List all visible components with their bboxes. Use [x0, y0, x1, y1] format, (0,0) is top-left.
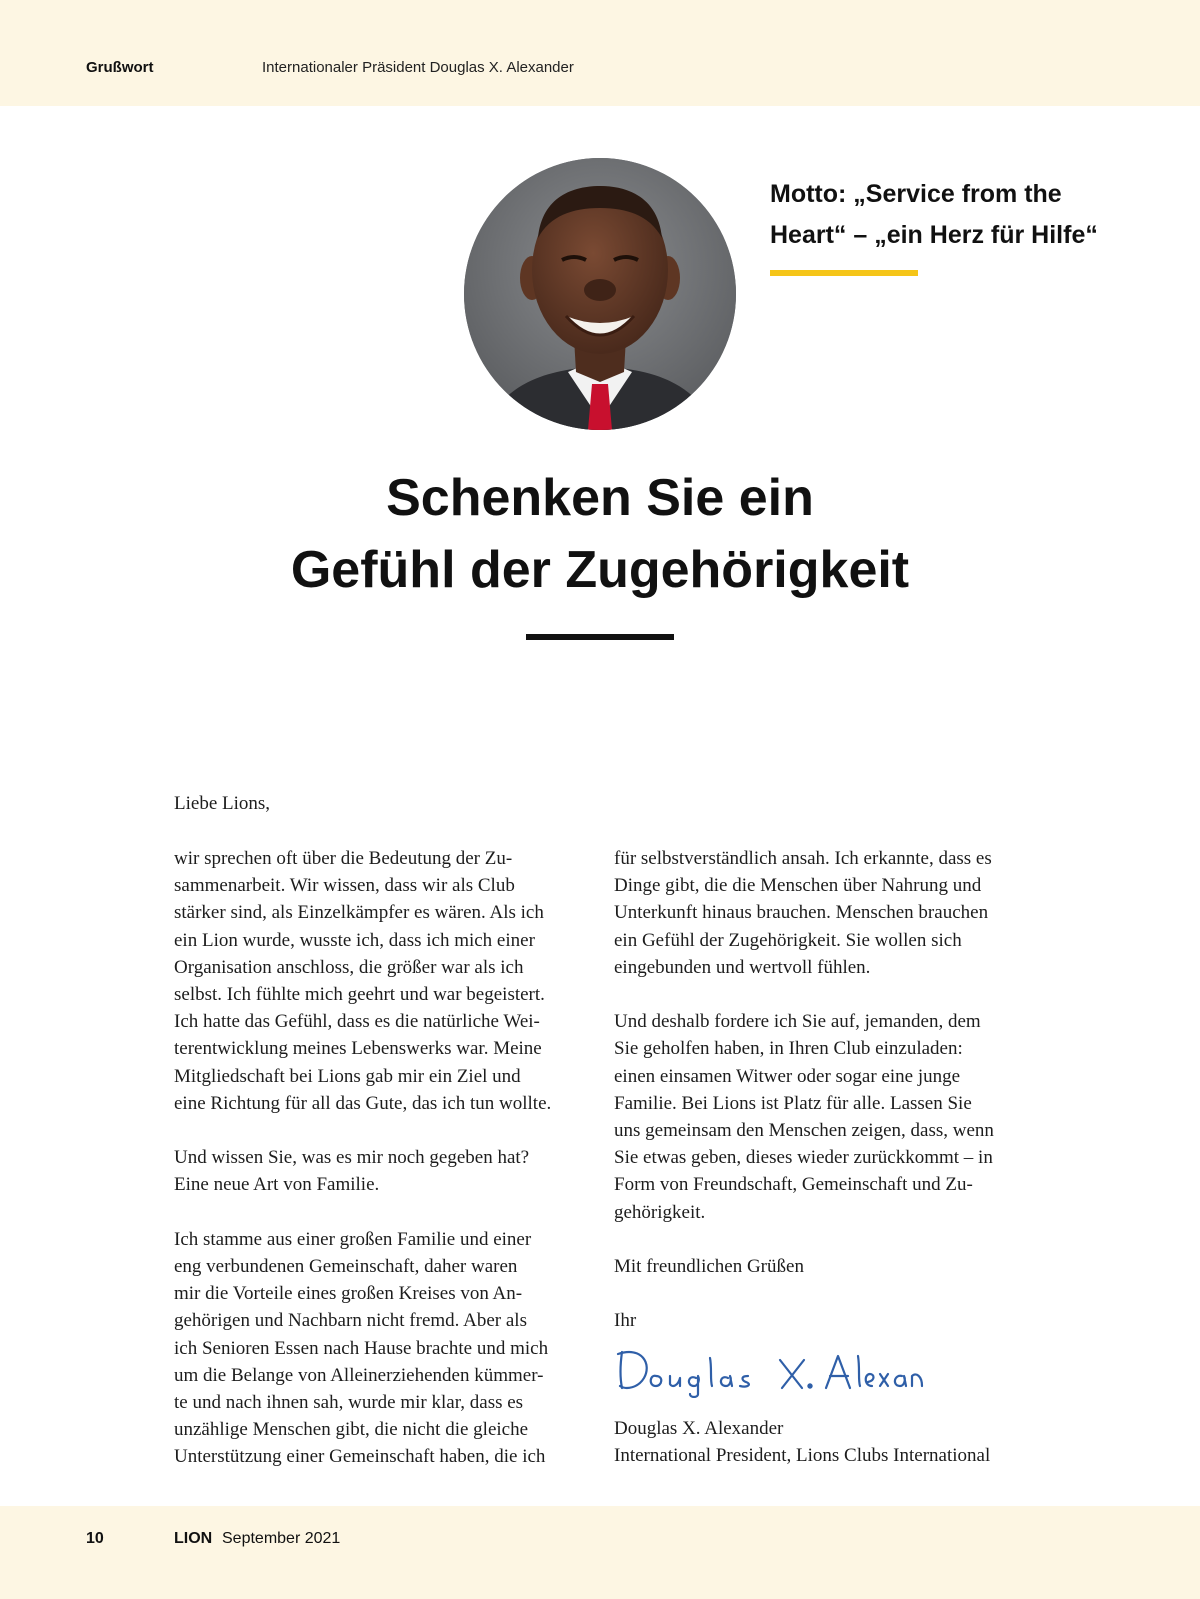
portrait-photo [464, 158, 736, 430]
paragraph: für selbstverständlich ansah. Ich erkannte, dass es Dinge gibt, die die Menschen über Nahrung und Unterkunft hinaus brauchen. Menschen brauchen ein Gefühl der Zugehörigkeit. Sie wollen sich eingebunden und wertvoll fühlen. [614, 848, 992, 978]
motto-line-2: Heart“ – „ein Herz für Hilfe“ [770, 221, 1098, 249]
paragraph: Und deshalb fordere ich Sie auf, jemanden, dem Sie geholfen haben, in Ihren Club einzuladen: einen einsamen Witwer oder sogar eine junge Familie. Bei Lions ist Platz für alle. Lassen Sie uns gemeinsam den Menschen zeigen, dass, wenn Sie etwas geben, dieses wieder zurückkommt – in Form von Freundschaft, Gemeinschaft und Zu- gehörigkeit. [614, 1011, 994, 1223]
signer-name: Douglas X. Alexander [614, 1418, 784, 1439]
page-number: 10 [86, 1530, 104, 1547]
motto-accent-rule [770, 270, 918, 276]
portrait-illustration [464, 158, 736, 430]
headline-line-1: Schenken Sie ein [386, 469, 814, 527]
signature-drawing [612, 1338, 932, 1398]
letter-salutation: Liebe Lions, [174, 793, 271, 814]
motto-quote [770, 174, 1170, 256]
letter-column-left [174, 845, 594, 1471]
headline-line-2: Gefühl der Zugehörigkeit [290, 541, 910, 599]
headline-divider [526, 634, 674, 640]
paragraph: Ich stamme aus einer großen Familie und einer eng verbundenen Gemeinschaft, daher waren mir die Vorteile eines großen Kreises von An- gehörigen und Nachbarn nicht fremd. Aber als ich Senioren Essen nach Hause brachte und mich um die Belange von Alleinerziehenden kümmer- te und nach ihnen sah, wurde mir klar, dass es unzählige Menschen gibt, die nicht die gleiche Unterstützung einer Gemeinschaft haben, die ich [174, 1228, 549, 1468]
headline [150, 462, 1050, 606]
closing-ihr: Ihr [614, 1310, 637, 1332]
paragraph: Und wissen Sie, was es mir noch gegeben hat? Eine neue Art von Familie. [174, 1147, 530, 1196]
motto-line-1: Motto: „Service from the [770, 180, 1062, 208]
issue-date: September 2021 [222, 1530, 341, 1547]
paragraph: wir sprechen oft über die Bedeutung der Zu- sammenarbeit. Wir wissen, dass wir als Club stärker sind, als Einzelkämpfer es wären. Als ich ein Lion wurde, wusste ich, dass ich mich einer Organisation anschloss, die größer war als ich selbst. Ich fühlte mich geehrt und war begeistert. Ich hatte das Gefühl, dass es die natürliche Wei- terentwicklung meines Lebenswerks war. Meine Mitgliedschaft bei Lions gab mir ein Ziel und eine Richtung für all das Gute, das ich tun wollte. [174, 848, 552, 1114]
signer-title: International President, Lions Clubs International [614, 1445, 991, 1466]
header-band [0, 0, 1200, 106]
header-subtitle: Internationaler Präsident Douglas X. Alexander [262, 59, 574, 76]
footer-band [0, 1506, 1200, 1599]
closing-greeting: Mit freundlichen Grüßen [614, 1256, 804, 1278]
letter-column-right [614, 845, 1054, 1335]
handwritten-signature [612, 1338, 932, 1398]
magazine-name: LION [174, 1530, 213, 1547]
section-label: Grußwort [86, 59, 154, 76]
